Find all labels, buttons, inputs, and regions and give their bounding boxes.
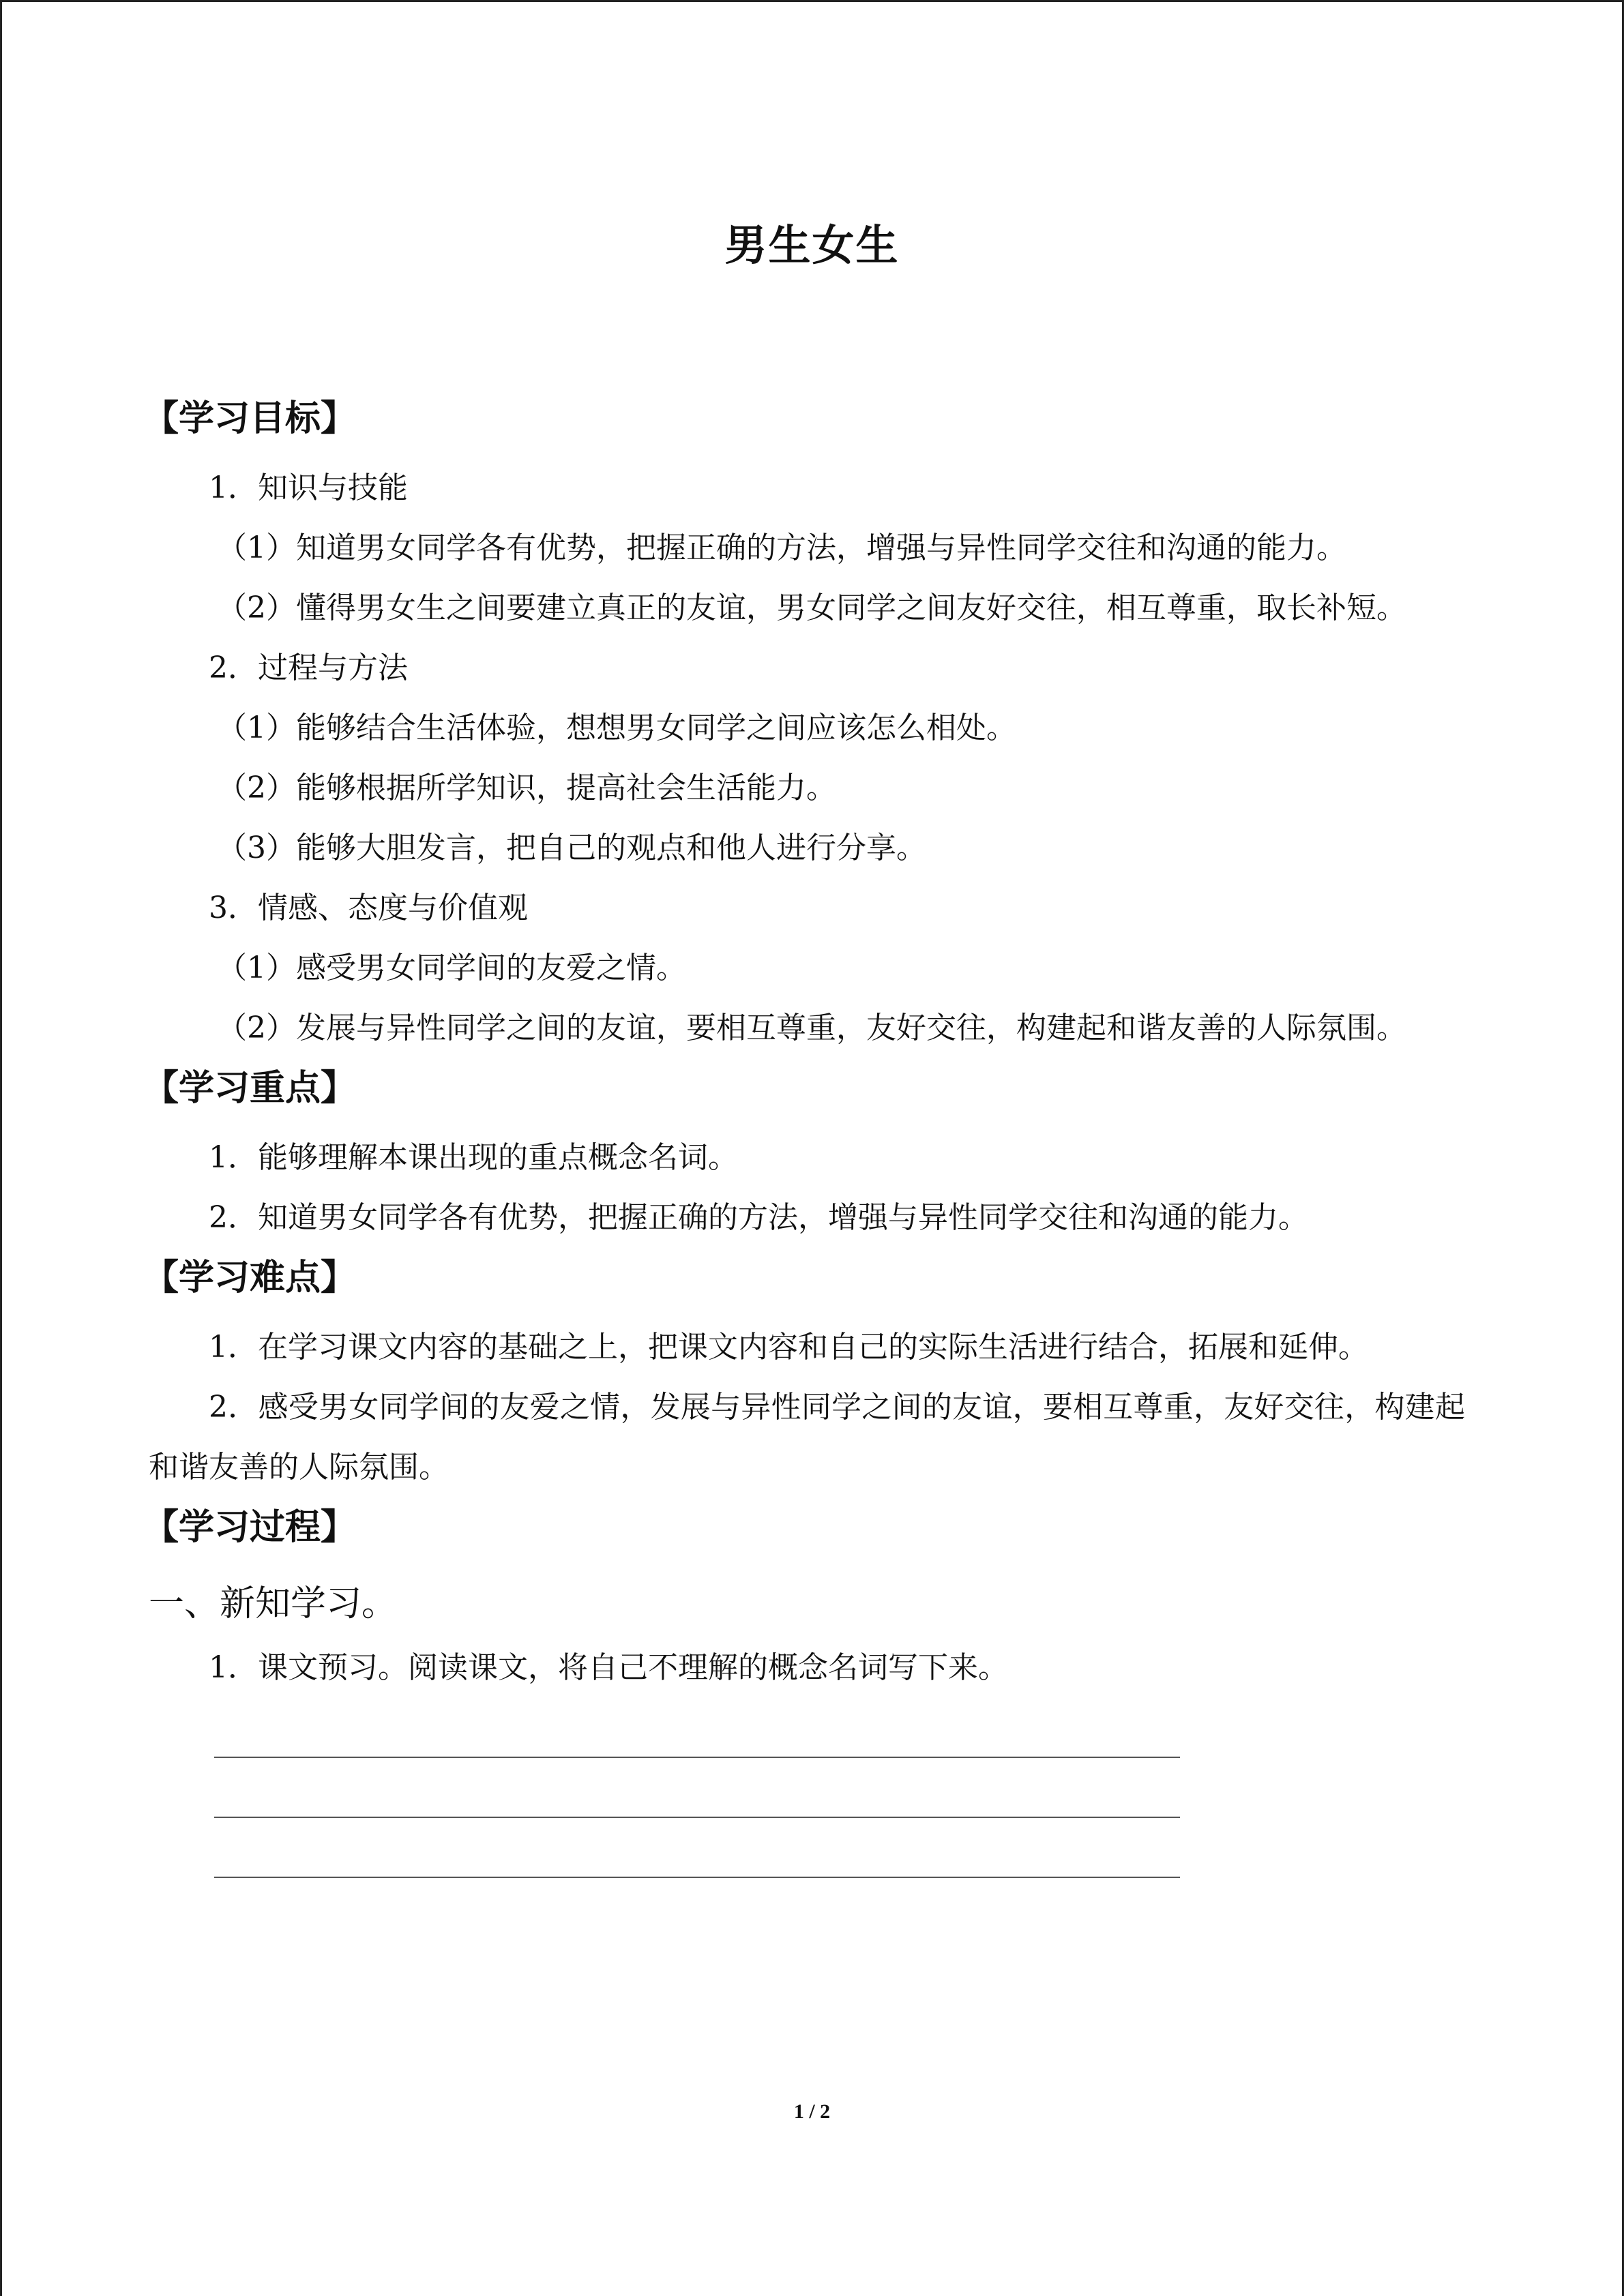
page-number: 1 / 2	[793, 2100, 831, 2123]
process-part-1: 一、新知学习。	[149, 1583, 398, 1624]
difficulty-item-1: 1．在学习课文内容的基础之上，把课文内容和自己的实际生活进行结合，拓展和延伸。	[209, 1330, 1368, 1365]
goal-item-3-2: （2）发展与异性同学之间的友谊，要相互尊重，友好交往，构建起和谐友善的人际氛围。	[217, 1011, 1406, 1045]
goal-item-2: 2．过程与方法	[209, 651, 408, 685]
difficulty-item-2: 2．感受男女同学间的友爱之情，发展与异性同学之间的友谊，要相互尊重，友好交往，构建起和谐友善的人际氛围。	[149, 1390, 1465, 1485]
document-body	[143, 389, 1465, 1878]
process-item-1: 1．课文预习。阅读课文，将自己不理解的概念名词写下来。	[209, 1650, 1008, 1685]
answer-blank-line[interactable]	[214, 1758, 1180, 1818]
goal-item-2-2: （2）能够根据所学知识，提高社会生活能力。	[217, 771, 836, 805]
answer-blank-line[interactable]	[214, 1698, 1180, 1758]
section-heading-difficulties: 【学习难点】	[143, 1257, 357, 1298]
goal-item-1: 1．知识与技能	[209, 471, 408, 505]
key-point-item-2: 2．知道男女同学各有优势，把握正确的方法，增强与异性同学交往和沟通的能力。	[209, 1200, 1308, 1235]
key-point-item-1: 1．能够理解本课出现的重点概念名词。	[209, 1140, 738, 1175]
answer-blank-line[interactable]	[214, 1818, 1180, 1878]
section-heading-key-points: 【学习重点】	[143, 1068, 357, 1109]
goal-item-3-1: （1）感受男女同学间的友爱之情。	[217, 951, 686, 985]
goal-item-1-2: （2）懂得男女生之间要建立真正的友谊，男女同学之间友好交往，相互尊重，取长补短。	[217, 591, 1406, 625]
section-heading-process: 【学习过程】	[143, 1507, 357, 1548]
goal-item-1-1: （1）知道男女同学各有优势，把握正确的方法，增强与异性同学交往和沟通的能力。	[217, 531, 1346, 565]
section-heading-goals: 【学习目标】	[143, 398, 357, 439]
goal-item-2-1: （1）能够结合生活体验，想想男女同学之间应该怎么相处。	[217, 711, 1016, 745]
goal-item-3: 3．情感、态度与价值观	[209, 891, 528, 925]
page-title: 男生女生	[724, 220, 900, 270]
goal-item-2-3: （3）能够大胆发言，把自己的观点和他人进行分享。	[217, 831, 926, 865]
